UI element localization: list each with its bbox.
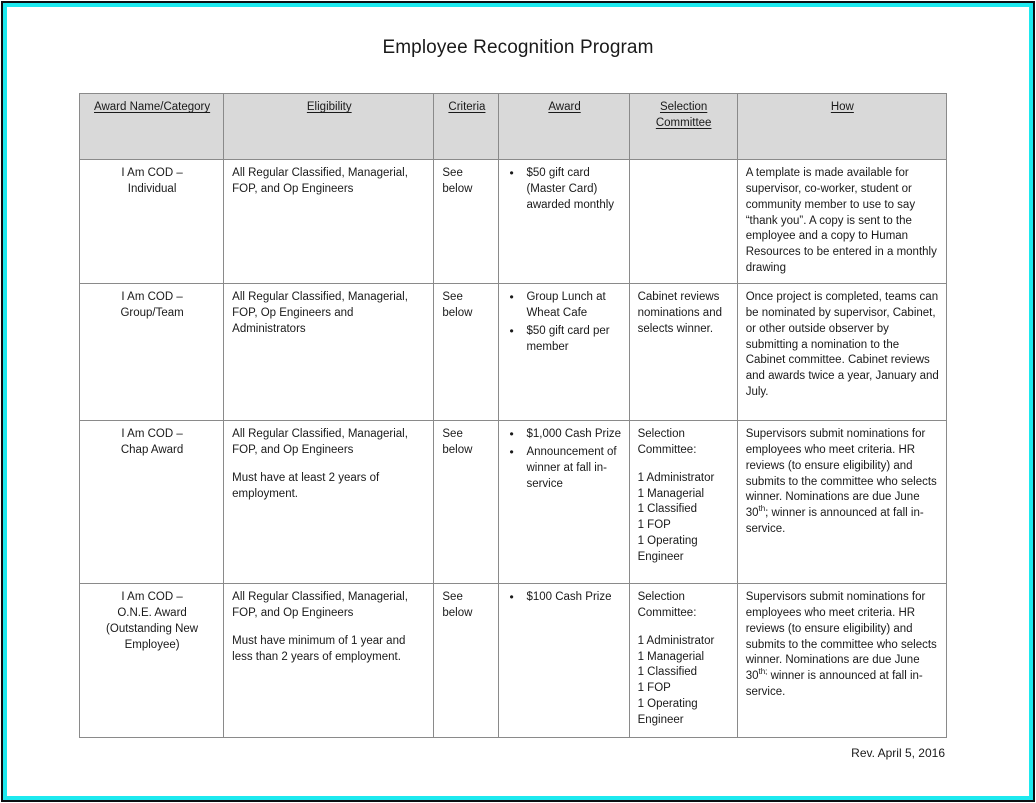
column-header-selection-committee [629,94,737,160]
table-header [80,94,947,160]
award-list-item: • Group Lunch at Wheat Cafe [526,290,621,322]
cell-eligibility [224,160,434,284]
selection-committee-line1: Selection [637,428,685,441]
cell-selection-committee [629,160,737,284]
selection-committee-line1: Selection [637,591,685,604]
table-row [80,160,947,284]
award-name-line2: O.N.E. Award [117,606,187,619]
cell-eligibility [224,421,434,584]
table-header-row [80,94,947,160]
selection-committee-member: 1 Classified [637,666,698,679]
award-name-line2: Group/Team [120,306,184,319]
eligibility-paragraph: All Regular Classified, Managerial, FOP, and Op Engineers [232,428,408,456]
selection-committee-member: 1 Administrator [637,634,715,647]
table-row [80,584,947,738]
cell-selection-committee [629,284,737,421]
cell-award [499,584,629,738]
how-text-part2: ; winner is announced at fall in-service. [745,507,924,536]
column-header-award-name-label: Award Name/Category [94,101,211,113]
selection-committee-member: 1 FOP [637,682,671,695]
criteria-line2: below [442,182,473,195]
award-name-line4: Employee) [124,638,180,651]
cell-criteria [434,421,499,584]
selection-committee-spacer [638,459,730,471]
cell-award-name [80,160,224,284]
criteria-line1: See [442,428,463,441]
employee-recognition-table [79,93,947,738]
cell-criteria [434,160,499,284]
award-name-line2: Chap Award [120,443,184,456]
selection-committee-member: Engineer [637,714,684,727]
how-text-part1: Supervisors submit nominations for employees who meet criteria. HR reviews (to ensure eligibility) and submits to the committee who selects winner. Nominations are due June 30 [745,591,937,683]
criteria-line2: below [442,306,473,319]
column-header-selection-committee-line2: Committee [655,116,712,129]
cell-criteria [434,584,499,738]
award-name-line1: I Am COD – [121,428,183,441]
table-body [80,160,947,738]
award-name-line1: I Am COD – [121,167,183,179]
cell-selection-committee [629,584,737,738]
eligibility-requirement: Must have at least 2 years of employment. [232,471,380,500]
criteria-line1: See [442,591,463,604]
selection-committee-member: 1 FOP [637,519,671,532]
table-row [80,284,947,421]
award-name-line3: (Outstanding New [106,622,199,635]
cell-how [737,421,946,584]
cell-how [737,584,946,738]
page-title: Employee Recognition Program [382,37,654,58]
how-text: A template is made available for supervisor, co-worker, student or community member to use to say “thank you”. A copy is sent to the employee and a copy to Human Resources to be entered in a monthly drawing [745,167,937,275]
award-list [507,427,621,492]
column-header-selection-committee-line1: Selection [659,101,708,113]
cell-selection-committee [629,421,737,584]
selection-committee-spacer [638,622,730,634]
cell-award-name [80,421,224,584]
how-text-part2: winner is announced at fall in-service. [745,670,923,699]
selection-committee-member: 1 Managerial [637,650,705,663]
award-list [507,590,621,606]
how-text-part1: Supervisors submit nominations for employees who meet criteria. HR reviews (to ensure eligibility) and submits to the committee who selects winner. Nominations are due June 30 [745,428,937,520]
award-name-line1: I Am COD – [121,291,183,304]
award-list [507,290,621,355]
cell-award [499,160,629,284]
eligibility-paragraph: All Regular Classified, Managerial, FOP, and Op Engineers [232,167,408,195]
eligibility-requirement: Must have minimum of 1 year and less than 2 years of employment. [232,634,406,663]
award-list-item: • $50 gift card per member [526,324,621,356]
cell-how [737,284,946,421]
selection-committee-member: 1 Operating [637,698,698,711]
how-text [746,427,939,538]
eligibility-paragraph: All Regular Classified, Managerial, FOP, and Op Engineers [232,591,408,619]
cell-award-name [80,284,224,421]
how-text: Once project is completed, teams can be nominated by supervisor, Cabinet, or other outside observer by submitting a nomination to the Cabinet committee. Cabinet reviews and awards twice a year, January and July. [745,291,939,399]
criteria-line2: below [442,443,473,456]
document-page-frame [3,3,1033,800]
column-header-how [737,94,946,160]
criteria-line1: See [442,167,463,179]
selection-committee-member: 1 Managerial [637,487,705,500]
cell-eligibility [224,584,434,738]
column-header-award-label: Award [548,101,581,113]
selection-committee-line2: Committee: [637,606,697,619]
criteria-line2: below [442,606,473,619]
award-name-line2: Individual [127,182,177,195]
cell-award [499,284,629,421]
how-ordinal-suffix: th; [758,667,768,677]
award-list-item: • $50 gift card (Master Card) awarded monthly [526,166,621,214]
award-list-item: • $100 Cash Prize [526,590,621,606]
cell-award-name [80,584,224,738]
selection-committee-line2: Committee: [637,443,697,456]
selection-committee-text: Cabinet reviews nominations and selects winner. [637,291,722,335]
how-ordinal-suffix: th [758,504,766,514]
selection-committee-member: Engineer [637,551,684,564]
how-text [746,590,939,701]
selection-committee-member: 1 Administrator [637,471,715,484]
table-row [80,421,947,584]
column-header-how-label: How [830,101,854,113]
cell-how [737,160,946,284]
eligibility-paragraph: All Regular Classified, Managerial, FOP, Op Engineers and Administrators [232,291,408,335]
cell-criteria [434,284,499,421]
selection-committee-member: 1 Classified [637,503,698,516]
column-header-criteria-label: Criteria [448,101,486,113]
column-header-award [499,94,629,160]
award-list-item: • Announcement of winner at fall in-service [526,445,621,493]
selection-committee-member: 1 Operating [637,535,698,548]
column-header-eligibility [224,94,434,160]
award-table-container [79,93,947,738]
column-header-eligibility-label: Eligibility [306,101,352,113]
revision-note: Rev. April 5, 2016 [851,746,945,760]
column-header-award-name [80,94,224,160]
cell-award [499,421,629,584]
award-list-item: • $1,000 Cash Prize [526,427,621,443]
cell-eligibility [224,284,434,421]
criteria-line1: See [442,291,463,304]
column-header-criteria [434,94,499,160]
award-name-line1: I Am COD – [121,591,183,604]
award-list [507,166,621,214]
document-page [7,7,1029,796]
